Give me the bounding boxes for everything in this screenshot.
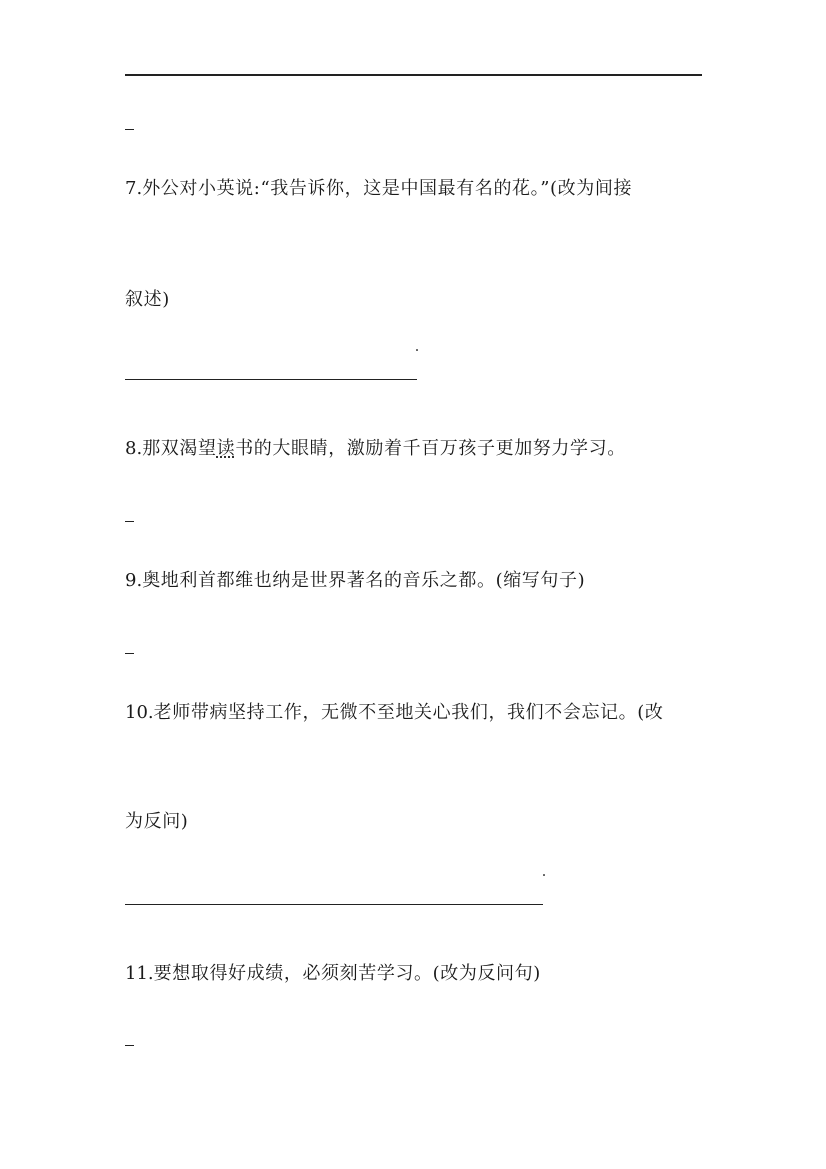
question-9-number: 9.	[125, 570, 143, 591]
question-10-line-1	[125, 701, 663, 725]
question-8-text-pre: 那双渴望	[142, 438, 217, 459]
answer-blank-question-11[interactable]	[125, 1045, 134, 1046]
question-11-text: 要想取得好成绩，必须刻苦学习。(改为反问句)	[153, 963, 541, 984]
question-10-line-2	[125, 810, 188, 834]
question-9-line	[125, 569, 585, 593]
answer-line-question-7[interactable]	[125, 379, 417, 380]
answer-blank-question-8[interactable]	[125, 521, 134, 522]
question-10-number: 10.	[125, 702, 154, 723]
speck-mark	[416, 349, 418, 351]
question-8-line	[125, 437, 626, 461]
answer-line-top[interactable]	[125, 74, 702, 76]
answer-blank[interactable]	[125, 129, 134, 130]
question-7-line-1	[125, 177, 632, 201]
question-7-instruction: 叙述)	[125, 289, 170, 310]
question-10-instruction: 为反问)	[125, 811, 189, 832]
question-7-text: 外公对小英说:“我告诉你，这是中国最有名的花。”(改为间接	[142, 178, 633, 199]
answer-blank-question-9[interactable]	[125, 653, 134, 654]
question-8-number: 8.	[125, 438, 143, 459]
question-7-number: 7.	[125, 178, 143, 199]
speck-mark	[543, 874, 545, 876]
question-9-text: 奥地利首都维也纳是世界著名的音乐之都。(缩写句子)	[142, 570, 586, 591]
question-11-line	[125, 962, 541, 986]
question-7-line-2	[125, 288, 170, 312]
question-8-text-post: 书的大眼睛，激励着千百万孩子更加努力学习。	[235, 438, 626, 459]
question-10-text: 老师带病坚持工作，无微不至地关心我们，我们不会忘记。(改	[153, 702, 664, 723]
answer-line-question-10[interactable]	[125, 904, 543, 905]
question-8-emphasis: 读	[216, 438, 236, 459]
question-11-number: 11.	[125, 963, 154, 984]
